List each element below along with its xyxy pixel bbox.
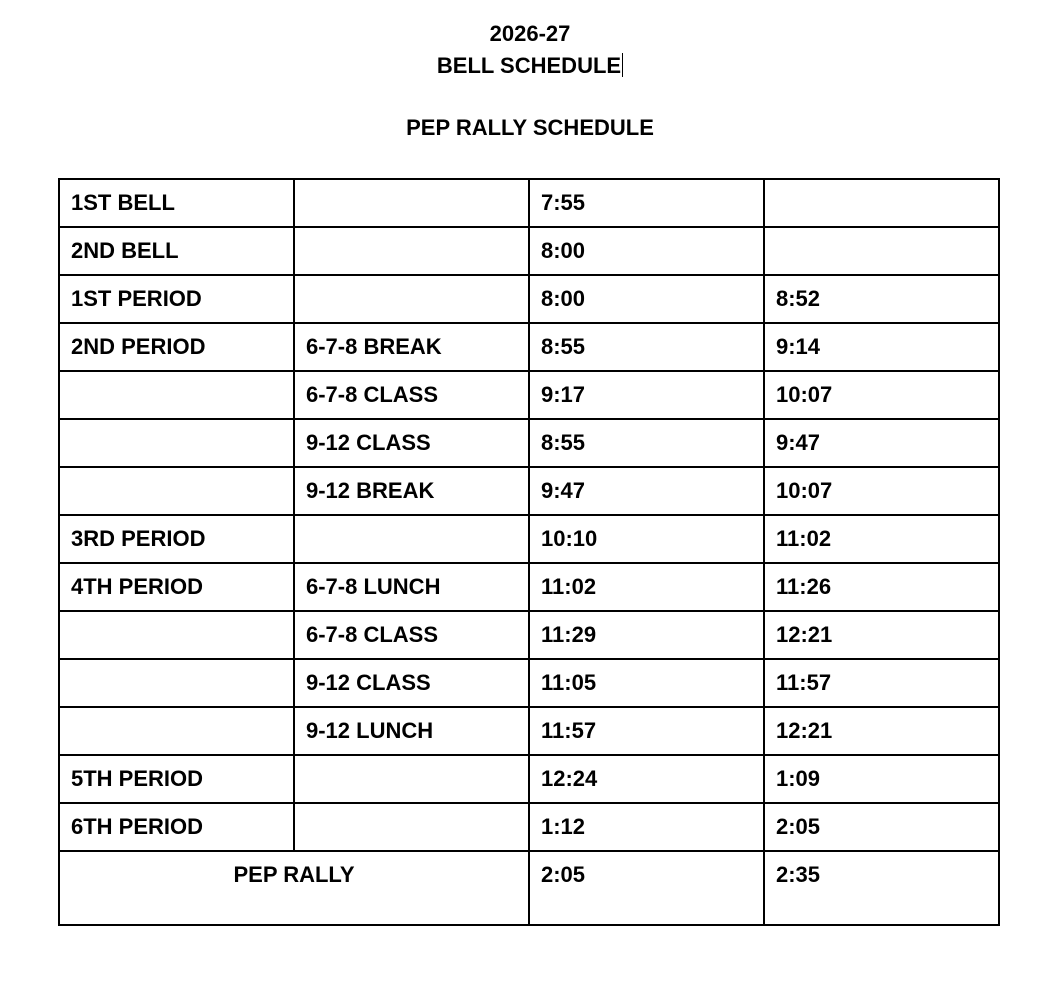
period-cell [59,611,294,659]
table-row [59,659,999,707]
group-cell [294,275,529,323]
group-cell: 6-7-8 BREAK [294,323,529,371]
end-time-cell [764,227,999,275]
start-time-cell: 7:55 [529,179,764,227]
end-time-cell: 11:57 [764,659,999,707]
table-row [59,515,999,563]
table-row [59,803,999,851]
start-time-cell: 8:00 [529,227,764,275]
start-time-cell: 8:55 [529,419,764,467]
group-cell: 9-12 CLASS [294,659,529,707]
period-cell [59,659,294,707]
schedule-year: 2026-27 [489,21,571,46]
group-cell [294,227,529,275]
start-time-cell: 11:57 [529,707,764,755]
group-cell [294,803,529,851]
start-time-cell: 11:05 [529,659,764,707]
end-time-cell [764,179,999,227]
start-time-cell: 10:10 [529,515,764,563]
group-cell: 9-12 CLASS [294,419,529,467]
group-cell: 9-12 BREAK [294,467,529,515]
group-cell: 6-7-8 LUNCH [294,563,529,611]
start-time-cell: 8:00 [529,275,764,323]
start-time-cell: 8:55 [529,323,764,371]
end-time-cell: 2:35 [764,851,999,925]
table-row [59,323,999,371]
start-time-cell: 2:05 [529,851,764,925]
group-cell: 6-7-8 CLASS [294,611,529,659]
text-cursor [622,53,623,77]
period-cell: 1ST BELL [59,179,294,227]
end-time-cell: 11:02 [764,515,999,563]
start-time-cell: 9:47 [529,467,764,515]
period-cell: 5TH PERIOD [59,755,294,803]
table-row [59,467,999,515]
table-row [59,179,999,227]
period-cell [59,371,294,419]
period-cell: 6TH PERIOD [59,803,294,851]
group-cell: 6-7-8 CLASS [294,371,529,419]
group-cell [294,515,529,563]
end-time-cell: 9:47 [764,419,999,467]
group-cell: 9-12 LUNCH [294,707,529,755]
group-cell [294,179,529,227]
bell-schedule-table [58,178,1000,926]
table-row [59,227,999,275]
end-time-cell: 10:07 [764,371,999,419]
table-row [59,371,999,419]
period-cell [59,707,294,755]
period-cell [59,467,294,515]
end-time-cell: 12:21 [764,611,999,659]
end-time-cell: 1:09 [764,755,999,803]
end-time-cell: 12:21 [764,707,999,755]
start-time-cell: 9:17 [529,371,764,419]
pep-rally-label-cell: PEP RALLY [59,851,529,925]
table-row [59,563,999,611]
table-row [59,275,999,323]
start-time-cell: 11:02 [529,563,764,611]
start-time-cell: 1:12 [529,803,764,851]
period-cell: 3RD PERIOD [59,515,294,563]
schedule-title-text: BELL SCHEDULE [436,53,622,78]
schedule-subtitle: PEP RALLY SCHEDULE [406,115,654,140]
schedule-table-body [59,179,999,925]
end-time-cell: 10:07 [764,467,999,515]
end-time-cell: 2:05 [764,803,999,851]
period-cell: 4TH PERIOD [59,563,294,611]
period-cell: 1ST PERIOD [59,275,294,323]
table-row [59,611,999,659]
period-cell: 2ND BELL [59,227,294,275]
period-cell: 2ND PERIOD [59,323,294,371]
start-time-cell: 12:24 [529,755,764,803]
end-time-cell: 11:26 [764,563,999,611]
end-time-cell: 9:14 [764,323,999,371]
end-time-cell: 8:52 [764,275,999,323]
schedule-title[interactable] [0,53,1060,79]
table-row-pep-rally [59,851,999,925]
start-time-cell: 11:29 [529,611,764,659]
table-row [59,707,999,755]
period-cell [59,419,294,467]
group-cell [294,755,529,803]
table-row [59,755,999,803]
table-row [59,419,999,467]
